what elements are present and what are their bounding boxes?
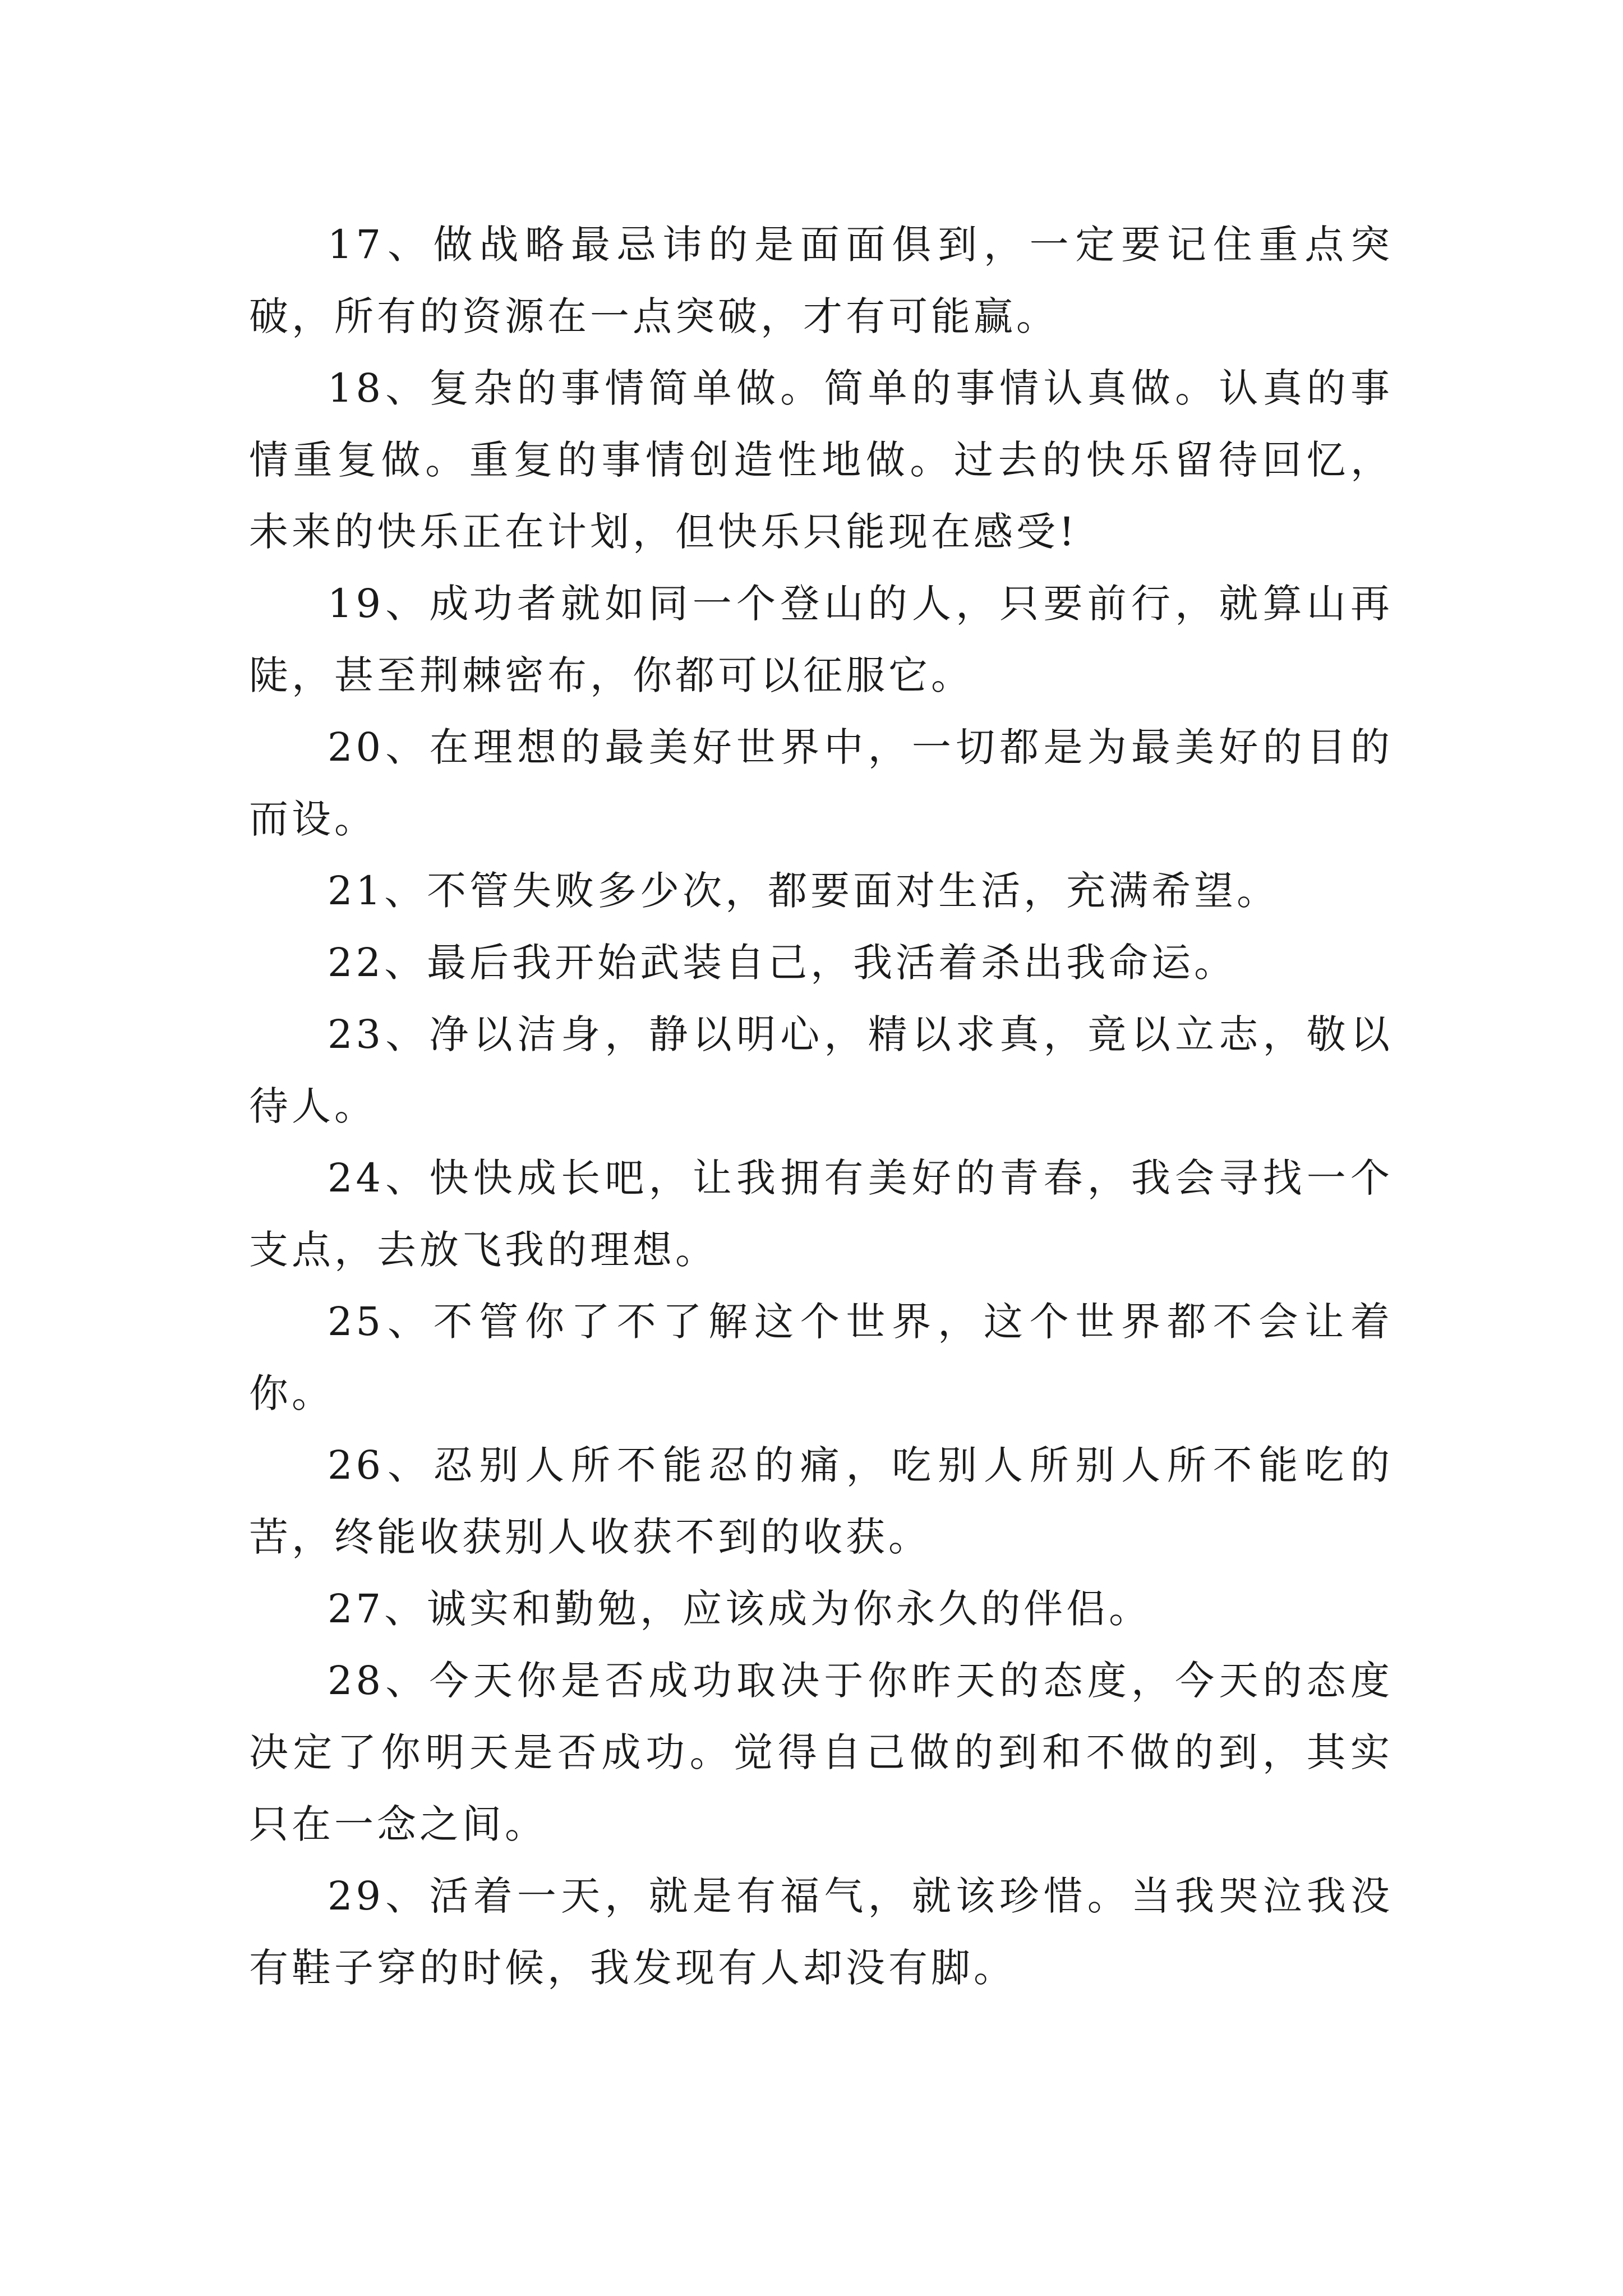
paragraph-20: 20、在理想的最美好世界中，一切都是为最美好的目的而设。 [249, 724, 1393, 842]
paragraph-17: 17、做战略最忌讳的是面面俱到，一定要记住重点突破，所有的资源在一点突破，才有可能赢。 [249, 222, 1393, 339]
paragraph-24: 24、快快成长吧，让我拥有美好的青春，我会寻找一个支点，去放飞我的理想。 [249, 1155, 1393, 1273]
document-body [249, 209, 1393, 2004]
paragraph-26: 26、忍别人所不能忍的痛，吃别人所别人所不能吃的苦，终能收获别人收获不到的收获。 [249, 1442, 1393, 1560]
paragraph-22: 22、最后我开始武装自己，我活着杀出我命运。 [328, 940, 1237, 986]
paragraph-27: 27、诚实和勤勉，应该成为你永久的伴侣。 [328, 1586, 1152, 1632]
paragraph-25: 25、不管你了不了解这个世界，这个世界都不会让着你。 [249, 1299, 1393, 1416]
paragraph-29: 29、活着一天，就是有福气，就该珍惜。当我哭泣我没有鞋子穿的时候，我发现有人却没有脚。 [249, 1873, 1393, 1991]
paragraph-18: 18、复杂的事情简单做。简单的事情认真做。认真的事情重复做。重复的事情创造性地做。过去的快乐留待回忆，未来的快乐正在计划，但快乐只能现在感受! [249, 365, 1393, 555]
paragraph-19: 19、成功者就如同一个登山的人，只要前行，就算山再陡，甚至荆棘密布，你都可以征服它。 [249, 581, 1393, 698]
paragraph-23: 23、净以洁身，静以明心，精以求真，竟以立志，敬以待人。 [249, 1011, 1393, 1129]
paragraph-21: 21、不管失败多少次，都要面对生活，充满希望。 [328, 868, 1280, 914]
paragraph-28: 28、今天你是否成功取决于你昨天的态度，今天的态度决定了你明天是否成功。觉得自己做的到和不做的到，其实只在一念之间。 [249, 1658, 1393, 1847]
